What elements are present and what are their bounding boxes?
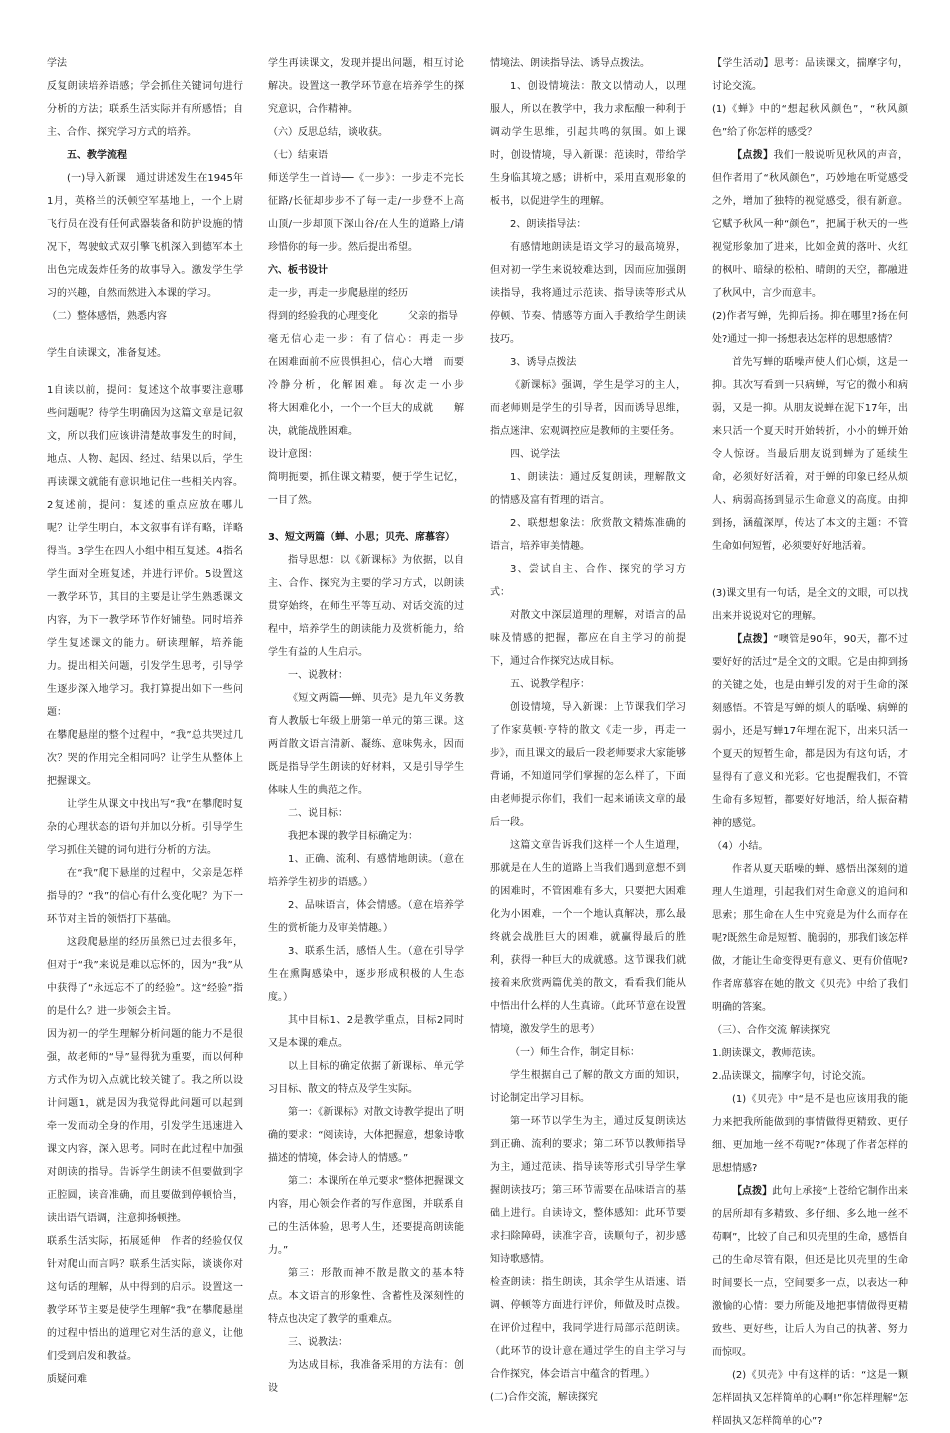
- paragraph: 学法: [47, 58, 67, 69]
- hint-text: “噢管是90年，90天，都不过要好好的活过”是全文的文眼。它是由抑到扬的关键之处，也是由蝉引发的对于生命的深刻感悟。不管是写蝉的烦人的聒噪、病蝉的弱小，还是写蝉17年埋在泥下，出来只活一个夏天的短暂生命，都是因为有这句话，才显得有了意义和光彩。它也提醒我们，不管生命有多短暂，都要好好地活，给人振奋精神的感觉。: [712, 634, 908, 829]
- hint-text: 此句上承接“上苍给它制作出来的居所却有多精致、多仔细、多么地一丝不苟啊”，比较了自己和贝壳里的生命，感悟自己的生命尽管有限，但还是比贝壳里的生命时间要长一点，空间要多一点，以表达一种激愉的心情：要力所能及地把事情做得更精致些、更好些，让后人为自己的执著、努力而惊叹。: [712, 1186, 909, 1358]
- paragraph: 第二：本课所在单元要求“整体把握课文内容，用心领会作者的写作意图，并联系自己的生活体验，思考人生，还要提高朗读能力。”: [268, 1176, 464, 1256]
- paragraph: 3、联系生活，感悟人生。（意在引导学生在熏陶感染中，逐步形成积极的人生态度。）: [268, 946, 464, 1003]
- paragraph: 简明扼要，抓住课文精要，便于学生记忆，一目了然。: [268, 472, 464, 506]
- paragraph: （七）结束语: [268, 150, 328, 161]
- paragraph: 在“我”爬下悬崖的过程中，父亲是怎样指导的？“我”的信心有什么变化呢？为下一环节对主旨的领悟打下基础。: [47, 868, 243, 925]
- paragraph: 师送学生一首诗──《一步》：一步走不完长征路/长征却步步不了每一走/一步登不上高山顶/一步却顶下深山谷/在人生的道路上/请珍惜你的每一步。然后提出希望。: [268, 173, 464, 253]
- paragraph: (3)课文里有一句话，是全文的文眼，可以找出来并说说对它的理解。: [712, 588, 908, 622]
- paragraph: 反复朗读培养语感；学会抓住关键词句进行分析的方法；联系生活实际并有所感悟；自主、合作、探究学习方式的培养。: [47, 81, 243, 138]
- paragraph: （二）整体感悟，熟悉内容: [47, 311, 167, 322]
- paragraph: 有感情地朗读是语文学习的最高境界，但对初一学生来说较难达到，因而应加强朗读指导，我将通过示范读、指导读等形式从停顿、节奏、情感等方面入手教给学生朗读技巧。: [490, 242, 686, 345]
- paragraph: 因为初一的学生理解分析问题的能力不是很强，故老师的“导”显得犹为重要，而以何种方式作为切入点就比较关键了。我之所以设计问题1，就是因为我觉得此问题可以起到牵一发而动全身的作用，引发学生迅速进入课文内容，深入思考。同时在此过程中加强对朗读的指导。告诉学生朗读不但要做到字正腔圆，读音准确，而且要做到停顿恰当，读出语气语调，注意抑扬顿挫。: [47, 1029, 243, 1224]
- column-4: [712, 52, 909, 1427]
- paragraph: 毫无信心走一步：有了信心：再走一步 在困难面前不应畏惧担心，信心大增 而要冷静分析，化解困难。每次走一小步 将大困难化小，一个一个巨大的成就 解决，就能战胜困难。: [268, 334, 504, 437]
- paragraph: （4）小结。: [712, 841, 769, 852]
- paragraph: 【学生活动】思考：品读课文，揣摩字句，讨论交流。: [712, 58, 908, 92]
- paragraph: 让学生从课文中找出写“我”在攀爬时复杂的心理状态的语句并加以分析。引导学生学习抓住关键的词句进行分析的方法。: [47, 799, 243, 856]
- hint-label: 【点拨】: [732, 634, 774, 645]
- paragraph: 2、联想想象法：欣赏散文精炼准确的语言，培养审美情趣。: [490, 518, 686, 552]
- paragraph: 作者从夏天聒噪的蝉、感悟出深刻的道理人生道理，引起我们对生命意义的追问和思索；那生命在人生中究竟是为什么而存在呢?既然生命是短暂、脆弱的，那我们该怎样做，才能让生命变得更有意义、更有价值呢?作者席慕容在她的散文《贝壳》中给了我们明确的答案。: [712, 864, 908, 1013]
- paragraph: [712, 144, 908, 305]
- paragraph: 其中目标1、2是教学重点，目标2同时又是本课的难点。: [268, 1015, 464, 1049]
- paragraph: 我把本课的教学目标确定为：: [288, 831, 418, 842]
- paragraph: 3、尝试自主、合作、探究的学习方式：: [490, 564, 686, 598]
- column-3: [490, 52, 686, 1403]
- paragraph: (二)合作交流，解读探究: [490, 1392, 598, 1403]
- paragraph: 1、创设情境法：散文以情动人，以理服人，所以在教学中，我力求酝酿一种利于调动学生思维，引起共鸣的氛围。如上课时，创设情境，导入新课：范读时，带给学生身临其境之感；讲析中，采用直观形象的板书，以促进学生的理解。: [490, 81, 686, 207]
- paragraph: 检查朗读：指生朗读，其余学生从语速、语调、停顿等方面进行评价，师做及时点拨。在评价过程中，我同学进行局部示范朗读。（此环节的设计意在通过学生的自主学习与合作探究，体会语言中蕴含的哲理。）: [490, 1277, 686, 1380]
- paragraph: （三）、合作交流 解读探究: [712, 1025, 831, 1036]
- paragraph: 为达成目标，我准备采用的方法有：创设: [268, 1360, 464, 1394]
- paragraph: 2、朗读指导法：: [510, 219, 587, 230]
- paragraph: 设计意图：: [268, 449, 318, 460]
- paragraph: 2、品味语言，体会情感。（意在培养学生的赏析能力及审美情趣。）: [268, 900, 464, 934]
- paragraph: 走一步，再走一步爬悬崖的经历: [268, 288, 408, 299]
- paragraph: 第一：《新课标》对散文诗教学提出了明确的要求：“阅读诗，大体把握意，想象诗歌描述的情境，体会诗人的情感。”: [268, 1107, 464, 1164]
- paragraph: 学生自读课文，准备复述。: [47, 348, 167, 359]
- paragraph: 指导思想：以《新课标》为依据，以自主、合作、探究为主要的学习方式，以朗读贯穿始终，在师生平等互动、对话交流的过程中，培养学生的朗读能力及赏析能力，给学生有益的人生启示。: [268, 555, 464, 658]
- hint-label: 【点拨】: [732, 150, 774, 161]
- column-1: [47, 52, 243, 1385]
- paragraph: 学生再读课文，发现并提出问题，相互讨论解决。设置这一教学环节意在培养学生的探究意识，合作精神。: [268, 58, 464, 115]
- paragraph: 得到的经验我的心理变化 父亲的指导: [268, 311, 458, 322]
- paragraph: 四、说学法: [510, 449, 560, 460]
- paragraph: 1、朗读法：通过反复朗读，理解散文的情感及富有哲理的语言。: [490, 472, 686, 506]
- paragraph: 1.朗读课文，教师范读。: [712, 1048, 822, 1059]
- paragraph: 三、说教法：: [288, 1337, 348, 1348]
- column-2: [268, 52, 504, 1394]
- paragraph: 五、说教学程序：: [510, 679, 590, 690]
- paragraph: 第三：形散而神不散是散文的基本特点。本文语言的形象性、含蓄性及深刻性的特点也决定了教学的重难点。: [268, 1268, 464, 1325]
- paragraph: 学生根据自己了解的散文方面的知识，讨论制定出学习目标。: [490, 1070, 686, 1104]
- section-heading: 五、教学流程: [67, 150, 127, 161]
- paragraph: 联系生活实际，拓展延伸 作者的经验仅仅针对爬山而言吗？联系生活实际，谈谈你对这句话的理解，从中得到的启示。设置这一教学环节主要是使学生理解“我”在攀爬悬崖的过程中悟出的道理它对生活的意义，让他们受到启发和教益。: [47, 1236, 243, 1362]
- paragraph: 这篇文章告诉我们这样一个人生道理，那就是在人生的道路上当我们遇到意想不到的困难时，不管困难有多大，只要把大困难化为小困难，一个一个地认真解决，那么最终就会战胜巨大的困难，就赢得最后的胜利，获得一种巨大的成就感。这节课我们就接着来欣赏两篇优美的散文，看看我们能从中悟出什么样的人生真谛。（此环节意在设置情境，激发学生的思考）: [490, 840, 686, 1035]
- paragraph: 3、诱导点拨法: [510, 357, 577, 368]
- paragraph: [712, 1180, 908, 1364]
- paragraph: (2)《贝壳》中有这样的话：“这是一颗怎样固执又怎样简单的心啊!”你怎样理解“怎样固执又怎样简单的心”?: [712, 1370, 908, 1427]
- paragraph: （六）反思总结，谈收获。: [268, 127, 388, 138]
- paragraph: 1、正确、流利、有感情地朗读。（意在培养学生初步的语感。）: [268, 854, 464, 888]
- paragraph: (一)导入新课 通过讲述发生在1945年1月，英格兰的沃顿空军基地上，一个上尉飞行员在没有任何武器装备和防护设施的情况下，驾驶蚊式双引擎飞机深入到德军本土出色完成轰炸任务的故事导入。激发学生学习的兴趣，自然而然进入本课的学习。: [47, 173, 243, 299]
- paragraph: [712, 628, 908, 835]
- section-heading: 六、板书设计: [268, 265, 328, 276]
- paragraph: 二、说目标：: [288, 808, 348, 819]
- paragraph: 《新课标》强调，学生是学习的主人，而老师则是学生的引导者，因而诱导思维，指点迷津、宏观调控应是教师的主要任务。: [490, 380, 686, 437]
- paragraph: 质疑问难: [47, 1374, 87, 1385]
- paragraph: 第一环节以学生为主，通过反复朗读达到正确、流利的要求；第二环节以教师指导为主，通过范读、指导读等形式引导学生掌握朗读技巧；第三环节需要在品味语言的基础上进行。自读诗文，整体感知：此环节要求扫除障碍，读准字音，读顺句子，初步感知诗歌感情。: [490, 1116, 686, 1265]
- paragraph: 创设情境，导入新课：上节课我们学习了作家莫顿·亨特的散文《走一步，再走一步》，而且课文的最后一段老师要求大家能够背诵，不知道同学们掌握的怎么样了，下面由老师提示你们，我们一起来诵读文章的最后一段。: [490, 702, 686, 828]
- paragraph: 一、说教材：: [288, 670, 348, 681]
- hint-text: 我们一般说听见秋风的声音，但作者用了“秋风颜色”，巧妙地在听觉感受之外，增加了独特的视觉感受，很有新意。它赋予秋风一种“颜色”，把属于秋天的一些视觉形象加了进来，比如金黄的落叶、火红的枫叶、暗绿的松柏、晴朗的天空，都融进了秋风中，言少而意丰。: [712, 150, 908, 299]
- paragraph: 情境法、朗读指导法、诱导点拨法。: [490, 58, 650, 69]
- section-heading: 3、短文两篇（蝉、小思；贝壳、席慕容）: [268, 532, 455, 543]
- hint-label: 【点拨】: [732, 1186, 773, 1197]
- paragraph: 2.品读课文，揣摩字句，讨论交流。: [712, 1071, 872, 1082]
- paragraph: 在攀爬悬崖的整个过程中，“我”总共哭过几次？哭的作用完全相同吗？让学生从整体上把握课文。: [47, 730, 243, 787]
- paragraph: (1)《蝉》中的“想起秋风颜色”，“秋风颜色”给了你怎样的感受？: [712, 104, 908, 138]
- paragraph: (2)作者写蝉，先抑后扬。抑在哪里?扬在何处?通过一抑一扬想表达怎样的思想感情？: [712, 311, 908, 345]
- paragraph: 这段爬悬崖的经历虽然已过去很多年，但对于“我”来说是难以忘怀的，因为“我”从中获得了“永远忘不了的经验”。这“经验”指的是什么？进一步领会主旨。: [47, 937, 243, 1017]
- paragraph: 首先写蝉的聒噪声使人们心烦，这是一抑。其次写看到一只病蝉，写它的微小和病弱，又是一抑。从朋友说蝉在泥下17年，出来只活一个夏天时开始转折，小小的蝉开始令人惊讶。当最后朋友说到蝉为了延续生命，必须好好活着，对于蝉的印象已经从烦人、病弱高扬到显示生命意义的高度。由抑到扬，涵蕴深厚，传达了本文的主题：不管生命如何短暂，必须要好好地活着。: [712, 357, 908, 552]
- paragraph: 以上目标的确定依据了新课标、单元学习目标、散文的特点及学生实际。: [268, 1061, 464, 1095]
- paragraph: (1)《贝壳》中“是不是也应该用我的能力来把我所能做到的事情做得更精致、更仔细、更加地一丝不苟呢?”体现了作者怎样的思想情感?: [712, 1094, 908, 1174]
- paragraph: 1自读以前，提问：复述这个故事要注意哪些问题呢？待学生明确因为这篇文章是记叙文，所以我们应该讲清楚故事发生的时间，地点、人物、起因、经过、结果以后，学生再读课文就能有意识地记住一些相关内容。2复述前，提问：复述的重点应放在哪儿呢？让学生明白，本文叙事有详有略，详略得当。3学生在四人小组中相互复述。4指名学生面对全班复述，并进行评价。5设置这一教学环节，其目的主要是让学生熟悉课文内容，为下一教学环节作好铺垫。同时培养学生复述课文的能力。研读理解，培养能力。提出相关问题，引发学生思考，引导学生逐步深入地学习。我打算提出如下一些问题：: [47, 385, 243, 718]
- paragraph: 对散文中深层道理的理解，对语言的品味及情感的把握，都应在自主学习的前提下，通过合作探究达成目标。: [490, 610, 686, 667]
- paragraph: （一）师生合作，制定目标：: [510, 1047, 640, 1058]
- paragraph: 《短文两篇──蝉、贝壳》是九年义务教育人教版七年级上册第一单元的第三课。这两首散文语言清新、凝练、意味隽永，因而既是指导学生朗读的好材料，又是引导学生体味人生的典范之作。: [268, 693, 464, 796]
